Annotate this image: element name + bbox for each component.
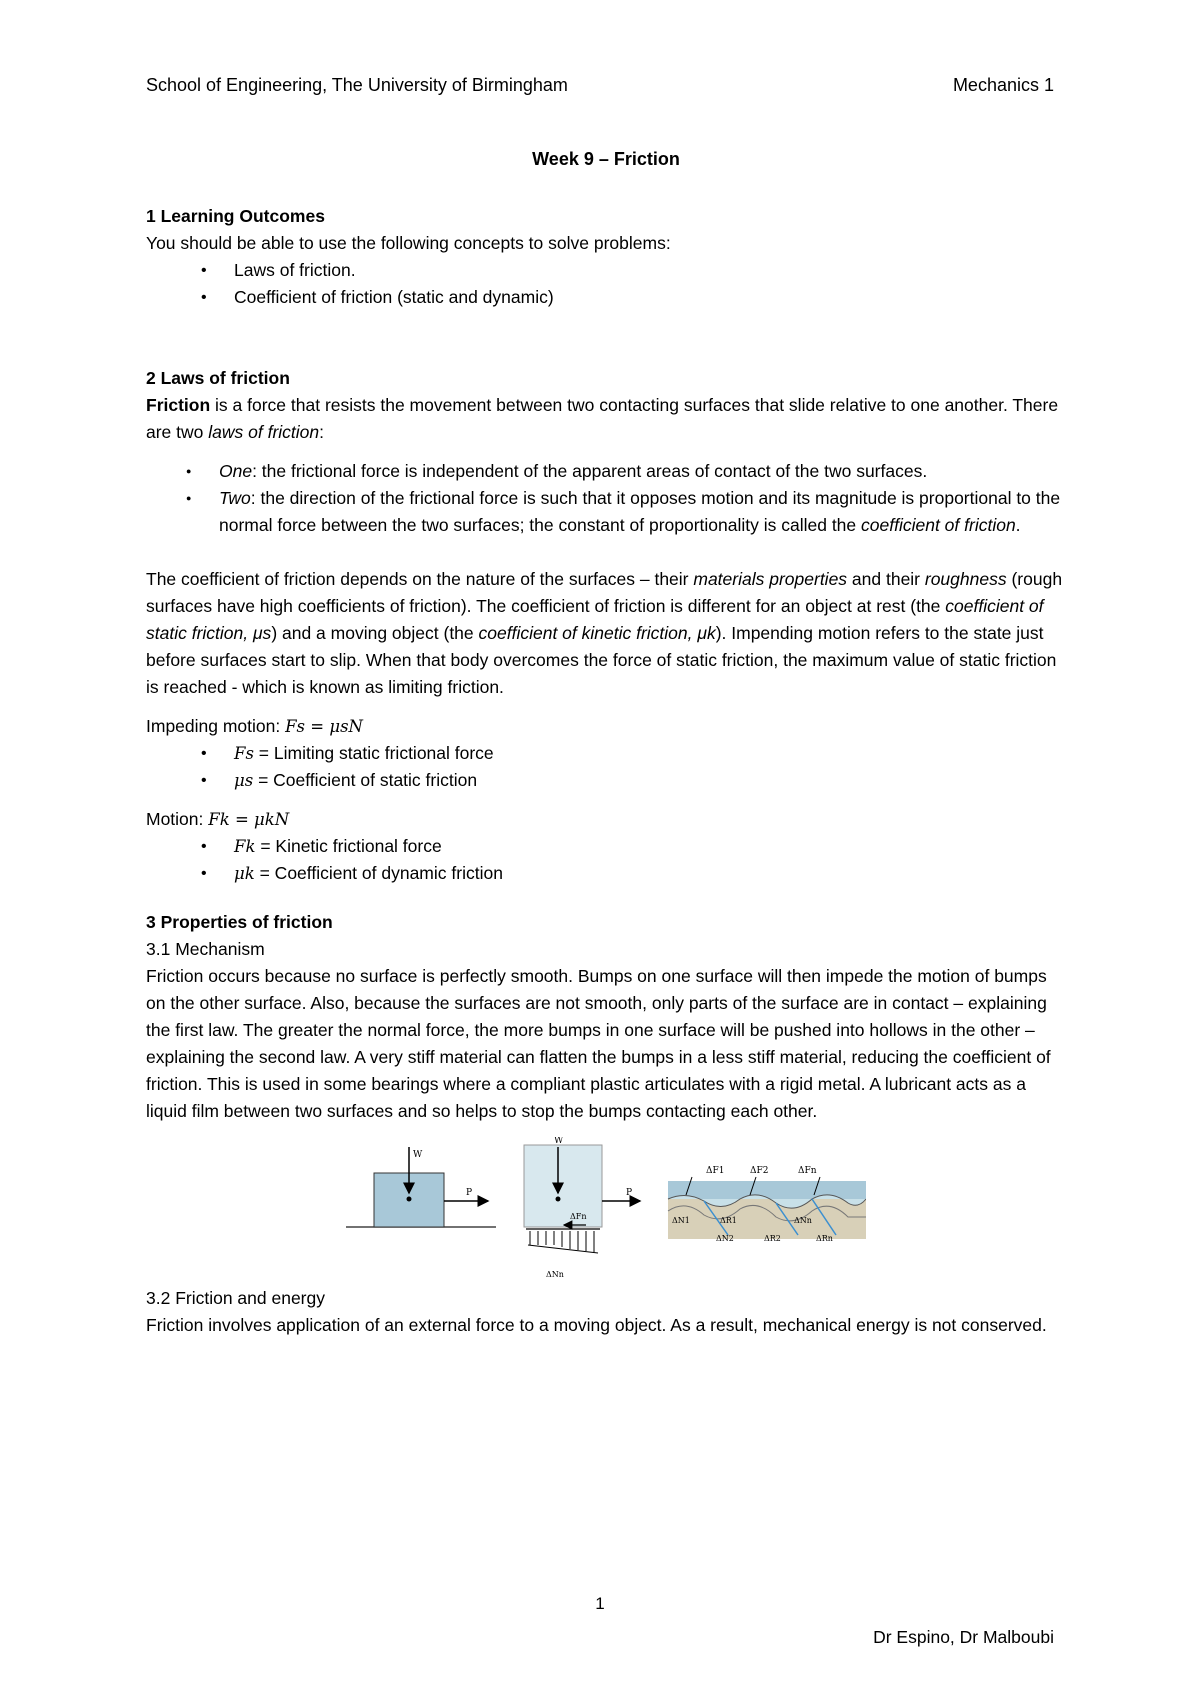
normal-label-1: ΔN1 bbox=[672, 1216, 690, 1225]
impeding-motion-equation bbox=[146, 713, 1066, 740]
diagram-block-on-surface bbox=[346, 1147, 496, 1227]
section-3-heading: 3 Properties of friction bbox=[146, 912, 333, 932]
text-span: = Coefficient of dynamic friction bbox=[254, 863, 503, 883]
friction-definition bbox=[146, 392, 1066, 446]
laws-list bbox=[146, 458, 1066, 539]
list-item bbox=[186, 458, 1066, 485]
learning-outcomes-list bbox=[146, 257, 1066, 311]
friction-label-1: ΔF1 bbox=[706, 1166, 725, 1176]
energy-paragraph: Friction involves application of an external force to a moving object. As a result, mechanical energy is not conserved. bbox=[146, 1315, 1047, 1335]
subsection-3-2-heading: 3.2 Friction and energy bbox=[146, 1288, 325, 1308]
list-item bbox=[186, 485, 1066, 539]
list-item: • Laws of friction. bbox=[201, 257, 1066, 284]
text-span: ). Impending motion refers to the state just before surfaces start to slip. When that body overcomes the force of static friction, the maximum value of static friction is reached - which is known as limiting friction. bbox=[146, 623, 1057, 697]
equation-label: Motion: bbox=[146, 809, 209, 829]
emphasis: coefficient of static friction, μs bbox=[146, 596, 1044, 643]
emphasis: Two bbox=[219, 488, 251, 508]
resultant-label-1: ΔR1 bbox=[720, 1216, 737, 1225]
equation-label: Impeding motion: bbox=[146, 716, 286, 736]
page-content bbox=[146, 146, 1066, 1339]
footer-authors: Dr Espino, Dr Malboubi bbox=[873, 1627, 1054, 1647]
force-label: P bbox=[466, 1188, 473, 1198]
list-item bbox=[201, 740, 1066, 767]
list-item: • Coefficient of friction (static and dynamic) bbox=[201, 284, 1066, 311]
text-span: is a force that resists the movement between two contacting surfaces that slide relative to one another. There are two bbox=[146, 395, 1059, 442]
symbol: Fs bbox=[234, 744, 254, 763]
motion-variables-list bbox=[146, 833, 1066, 887]
subsection-3-1-heading: 3.1 Mechanism bbox=[146, 939, 265, 959]
text-span: The coefficient of friction depends on the nature of the surfaces – their bbox=[146, 569, 694, 589]
friction-diagram bbox=[346, 1137, 866, 1285]
symbol: μk bbox=[234, 864, 255, 883]
term-friction: Friction bbox=[146, 395, 211, 415]
resultant-label-n: ΔRn bbox=[816, 1234, 833, 1243]
emphasis: coefficient of friction bbox=[861, 515, 1016, 535]
motion-equation bbox=[146, 806, 1066, 833]
list-item bbox=[201, 767, 1066, 794]
impeding-variables-list bbox=[146, 740, 1066, 794]
header-left: School of Engineering, The University of Birmingham bbox=[146, 75, 568, 95]
emphasis: One bbox=[219, 461, 253, 481]
text-span: and their bbox=[847, 569, 925, 589]
friction-label-n: ΔFn bbox=[798, 1166, 817, 1176]
section-1-heading: 1 Learning Outcomes bbox=[146, 206, 325, 226]
force-label: P bbox=[626, 1188, 633, 1198]
block-outline bbox=[524, 1145, 602, 1227]
list-item bbox=[201, 833, 1066, 860]
text-span: : the direction of the frictional force is such that it opposes motion and its magnitude is proportional to the normal force between the two surfaces; the constant of proportionality is called the bbox=[219, 488, 1061, 535]
weight-label: W bbox=[413, 1150, 423, 1160]
normal-label-2: ΔN2 bbox=[716, 1234, 734, 1243]
page-title: Week 9 – Friction bbox=[532, 149, 680, 169]
emphasis: laws of friction bbox=[208, 422, 320, 442]
text-span: : the frictional force is independent of the apparent areas of contact of the two surfaces. bbox=[252, 461, 928, 481]
text-span: = Limiting static frictional force bbox=[253, 743, 494, 763]
coefficient-paragraph bbox=[146, 566, 1066, 701]
emphasis: roughness bbox=[924, 569, 1007, 589]
diagram-surface-bumps bbox=[668, 1166, 866, 1243]
equation: Fs = μsN bbox=[285, 717, 363, 736]
diagram-free-body bbox=[524, 1137, 640, 1279]
friction-force-label: ΔFn bbox=[570, 1212, 587, 1221]
friction-label-2: ΔF2 bbox=[750, 1166, 769, 1176]
text-span: = Kinetic frictional force bbox=[255, 836, 442, 856]
list-item bbox=[201, 860, 1066, 887]
text-span: : bbox=[319, 422, 324, 442]
friction-figure bbox=[346, 1137, 866, 1285]
section-2-heading: 2 Laws of friction bbox=[146, 368, 290, 388]
resultant-label-2: ΔR2 bbox=[764, 1234, 781, 1243]
section-1-intro: You should be able to use the following concepts to solve problems: bbox=[146, 233, 671, 253]
text-span: ) and a moving object (the bbox=[271, 623, 479, 643]
normal-force-label: ΔNn bbox=[546, 1270, 564, 1279]
text-span: . bbox=[1015, 515, 1021, 535]
weight-label: W bbox=[554, 1137, 564, 1146]
normal-label-n: ΔNn bbox=[794, 1216, 812, 1225]
symbol: μs bbox=[234, 771, 254, 790]
equation: Fk = μkN bbox=[208, 810, 290, 829]
emphasis: coefficient of kinetic friction, μk bbox=[478, 623, 716, 643]
text-span: = Coefficient of static friction bbox=[253, 770, 478, 790]
text-span: (rough surfaces have high coefficients of friction). The coefficient of friction is different for an object at rest (the bbox=[146, 569, 1063, 616]
symbol: Fk bbox=[234, 837, 256, 856]
header-right: Mechanics 1 bbox=[952, 75, 1054, 95]
emphasis: materials properties bbox=[693, 569, 848, 589]
mechanism-paragraph: Friction occurs because no surface is perfectly smooth. Bumps on one surface will then impede the motion of bumps on the other surface. Also, because the surfaces are not smooth, only parts of the surface are in contact – explaining the first law. The greater the normal force, the more bumps in one surface will be pushed into hollows in the other – explaining the second law. A very stiff material can flatten the bumps in a less stiff material, reducing the coefficient of friction. This is used in some bearings where a compliant plastic articulates with a rigid metal. A lubricant acts as a liquid film between two surfaces and so helps to stop the bumps contacting each other. bbox=[146, 966, 1051, 1121]
page-number: 1 bbox=[595, 1594, 605, 1613]
